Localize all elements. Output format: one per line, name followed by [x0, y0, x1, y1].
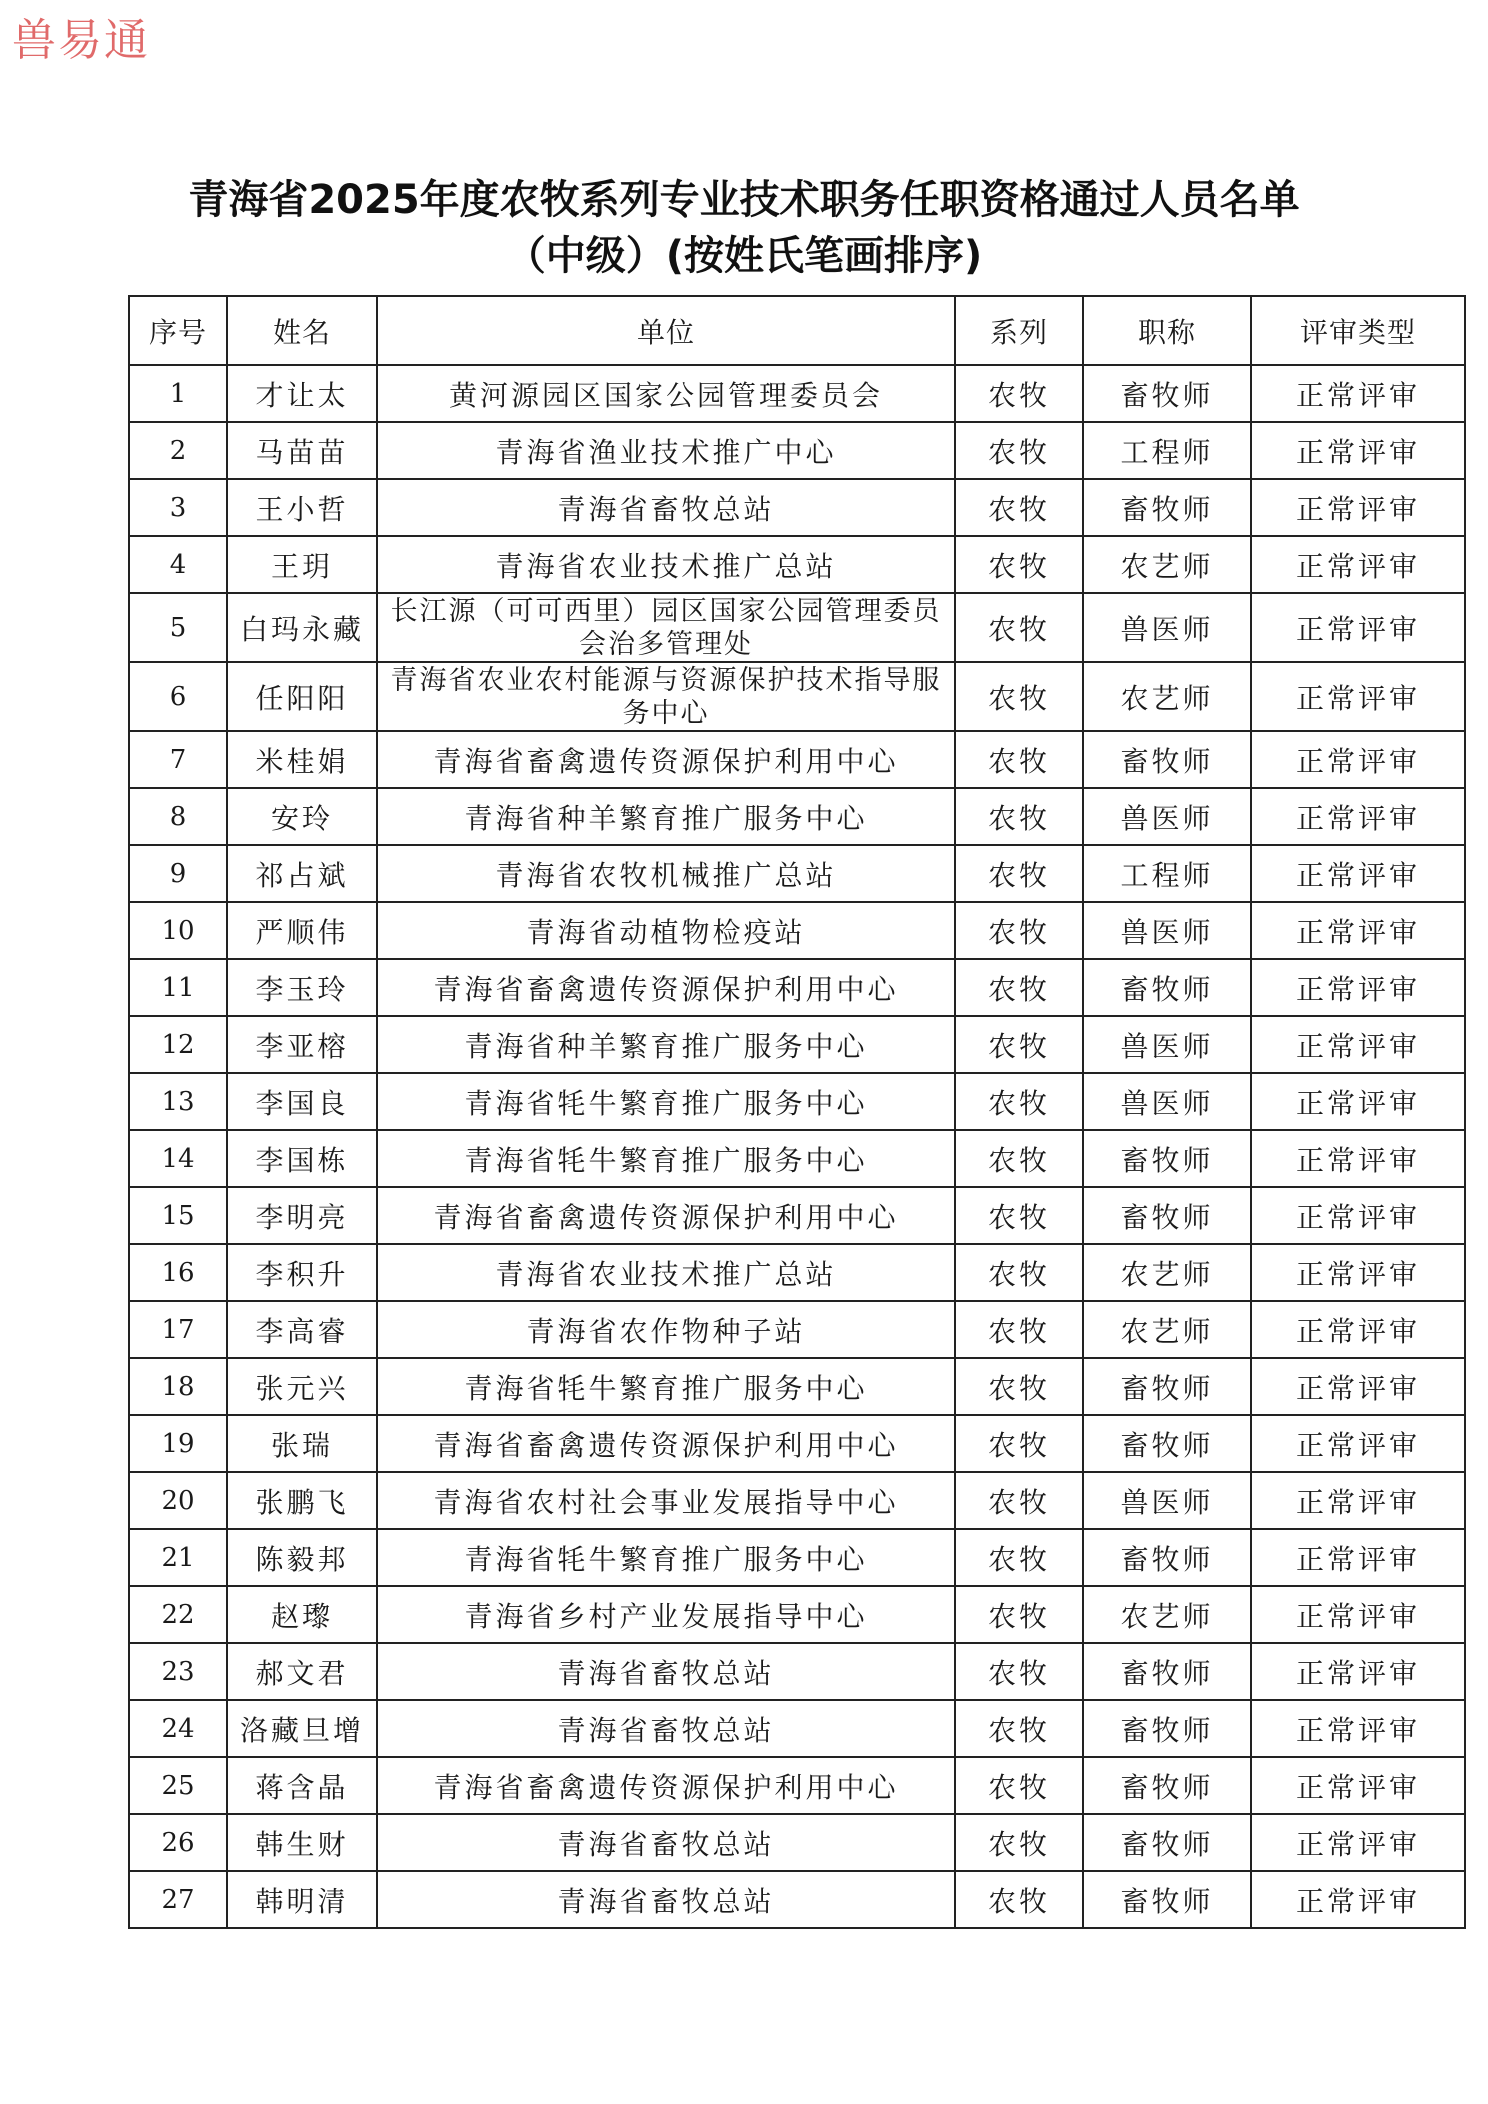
- header-name: 姓名: [227, 296, 377, 365]
- table-row: [129, 662, 1465, 731]
- cell-review-type: 正常评审: [1251, 479, 1465, 536]
- cell-title: 兽医师: [1083, 593, 1251, 662]
- cell-unit: 青海省乡村产业发展指导中心: [377, 1586, 955, 1643]
- table-row: [129, 1358, 1465, 1415]
- cell-index: 20: [129, 1472, 227, 1529]
- cell-unit: 长江源（可可西里）园区国家公园管理委员会治多管理处: [377, 593, 955, 662]
- cell-index: 14: [129, 1130, 227, 1187]
- cell-review-type: 正常评审: [1251, 845, 1465, 902]
- cell-index: 15: [129, 1187, 227, 1244]
- cell-review-type: 正常评审: [1251, 1472, 1465, 1529]
- cell-unit: 青海省畜禽遗传资源保护利用中心: [377, 1187, 955, 1244]
- cell-review-type: 正常评审: [1251, 788, 1465, 845]
- cell-name: 张鹏飞: [227, 1472, 377, 1529]
- cell-series: 农牧: [955, 1358, 1083, 1415]
- cell-series: 农牧: [955, 902, 1083, 959]
- cell-series: 农牧: [955, 1130, 1083, 1187]
- cell-index: 8: [129, 788, 227, 845]
- cell-title: 兽医师: [1083, 1073, 1251, 1130]
- cell-title: 农艺师: [1083, 1244, 1251, 1301]
- cell-unit: 青海省动植物检疫站: [377, 902, 955, 959]
- cell-review-type: 正常评审: [1251, 1700, 1465, 1757]
- table-row: [129, 731, 1465, 788]
- cell-name: 张元兴: [227, 1358, 377, 1415]
- cell-title: 兽医师: [1083, 902, 1251, 959]
- table-row: [129, 1871, 1465, 1928]
- cell-name: 王小哲: [227, 479, 377, 536]
- cell-name: 赵瓈: [227, 1586, 377, 1643]
- cell-name: 白玛永藏: [227, 593, 377, 662]
- cell-title: 农艺师: [1083, 536, 1251, 593]
- cell-unit: 青海省畜牧总站: [377, 479, 955, 536]
- cell-review-type: 正常评审: [1251, 1130, 1465, 1187]
- cell-index: 26: [129, 1814, 227, 1871]
- cell-name: 严顺伟: [227, 902, 377, 959]
- table-row: [129, 1073, 1465, 1130]
- cell-unit: 青海省牦牛繁育推广服务中心: [377, 1358, 955, 1415]
- cell-index: 18: [129, 1358, 227, 1415]
- header-index: 序号: [129, 296, 227, 365]
- cell-index: 3: [129, 479, 227, 536]
- cell-review-type: 正常评审: [1251, 1529, 1465, 1586]
- cell-review-type: 正常评审: [1251, 1757, 1465, 1814]
- cell-name: 蒋含晶: [227, 1757, 377, 1814]
- table-row: [129, 788, 1465, 845]
- cell-unit: 青海省牦牛繁育推广服务中心: [377, 1073, 955, 1130]
- cell-title: 畜牧师: [1083, 1187, 1251, 1244]
- cell-unit: 青海省畜禽遗传资源保护利用中心: [377, 959, 955, 1016]
- cell-unit: 青海省种羊繁育推广服务中心: [377, 788, 955, 845]
- cell-index: 10: [129, 902, 227, 959]
- cell-review-type: 正常评审: [1251, 1358, 1465, 1415]
- cell-title: 畜牧师: [1083, 1814, 1251, 1871]
- cell-review-type: 正常评审: [1251, 1643, 1465, 1700]
- document-title: [0, 172, 1488, 284]
- cell-index: 23: [129, 1643, 227, 1700]
- cell-review-type: 正常评审: [1251, 1871, 1465, 1928]
- cell-series: 农牧: [955, 1244, 1083, 1301]
- cell-review-type: 正常评审: [1251, 422, 1465, 479]
- cell-review-type: 正常评审: [1251, 1016, 1465, 1073]
- table-row: [129, 1700, 1465, 1757]
- header-series: 系列: [955, 296, 1083, 365]
- cell-title: 工程师: [1083, 845, 1251, 902]
- cell-unit: 青海省畜牧总站: [377, 1643, 955, 1700]
- cell-title: 畜牧师: [1083, 365, 1251, 422]
- cell-series: 农牧: [955, 593, 1083, 662]
- cell-title: 兽医师: [1083, 788, 1251, 845]
- cell-title: 兽医师: [1083, 1016, 1251, 1073]
- table-row: [129, 845, 1465, 902]
- cell-index: 27: [129, 1871, 227, 1928]
- cell-review-type: 正常评审: [1251, 902, 1465, 959]
- table-row: [129, 1643, 1465, 1700]
- cell-series: 农牧: [955, 1472, 1083, 1529]
- cell-name: 马苗苗: [227, 422, 377, 479]
- cell-review-type: 正常评审: [1251, 365, 1465, 422]
- cell-title: 畜牧师: [1083, 1415, 1251, 1472]
- cell-title: 畜牧师: [1083, 1700, 1251, 1757]
- cell-series: 农牧: [955, 1016, 1083, 1073]
- table-row: [129, 1529, 1465, 1586]
- cell-name: 祁占斌: [227, 845, 377, 902]
- cell-series: 农牧: [955, 365, 1083, 422]
- cell-series: 农牧: [955, 662, 1083, 731]
- cell-unit: 青海省农牧机械推广总站: [377, 845, 955, 902]
- cell-name: 才让太: [227, 365, 377, 422]
- cell-name: 李国栋: [227, 1130, 377, 1187]
- cell-series: 农牧: [955, 536, 1083, 593]
- table-row: [129, 902, 1465, 959]
- cell-index: 19: [129, 1415, 227, 1472]
- cell-title: 畜牧师: [1083, 1643, 1251, 1700]
- cell-review-type: 正常评审: [1251, 959, 1465, 1016]
- cell-series: 农牧: [955, 1301, 1083, 1358]
- cell-name: 洛藏旦增: [227, 1700, 377, 1757]
- cell-index: 2: [129, 422, 227, 479]
- table-row: [129, 1472, 1465, 1529]
- cell-review-type: 正常评审: [1251, 1586, 1465, 1643]
- table-row: [129, 536, 1465, 593]
- title-line-2: （中级）(按姓氏笔画排序): [505, 233, 983, 279]
- cell-review-type: 正常评审: [1251, 1301, 1465, 1358]
- cell-name: 陈毅邦: [227, 1529, 377, 1586]
- cell-title: 农艺师: [1083, 1586, 1251, 1643]
- cell-series: 农牧: [955, 479, 1083, 536]
- watermark-logo: 兽易通: [12, 15, 150, 66]
- cell-index: 9: [129, 845, 227, 902]
- cell-unit: 青海省畜牧总站: [377, 1700, 955, 1757]
- cell-series: 农牧: [955, 1700, 1083, 1757]
- cell-name: 李国良: [227, 1073, 377, 1130]
- table-row: [129, 479, 1465, 536]
- cell-unit: 青海省农业技术推广总站: [377, 536, 955, 593]
- cell-title: 畜牧师: [1083, 1358, 1251, 1415]
- cell-series: 农牧: [955, 422, 1083, 479]
- header-title: 职称: [1083, 296, 1251, 365]
- cell-index: 13: [129, 1073, 227, 1130]
- header-review-type: 评审类型: [1251, 296, 1465, 365]
- table-row: [129, 1244, 1465, 1301]
- cell-name: 张瑞: [227, 1415, 377, 1472]
- cell-series: 农牧: [955, 1643, 1083, 1700]
- cell-series: 农牧: [955, 1073, 1083, 1130]
- cell-unit: 青海省种羊繁育推广服务中心: [377, 1016, 955, 1073]
- cell-review-type: 正常评审: [1251, 593, 1465, 662]
- cell-review-type: 正常评审: [1251, 536, 1465, 593]
- table-row: [129, 1814, 1465, 1871]
- cell-series: 农牧: [955, 1871, 1083, 1928]
- table-row: [129, 422, 1465, 479]
- cell-name: 李玉玲: [227, 959, 377, 1016]
- cell-index: 25: [129, 1757, 227, 1814]
- cell-series: 农牧: [955, 1529, 1083, 1586]
- cell-title: 工程师: [1083, 422, 1251, 479]
- cell-index: 1: [129, 365, 227, 422]
- cell-unit: 青海省农作物种子站: [377, 1301, 955, 1358]
- cell-index: 24: [129, 1700, 227, 1757]
- cell-name: 韩生财: [227, 1814, 377, 1871]
- cell-index: 12: [129, 1016, 227, 1073]
- table-row: [129, 1586, 1465, 1643]
- cell-unit: 青海省畜牧总站: [377, 1814, 955, 1871]
- cell-review-type: 正常评审: [1251, 731, 1465, 788]
- table-row: [129, 1130, 1465, 1187]
- cell-series: 农牧: [955, 1415, 1083, 1472]
- cell-index: 7: [129, 731, 227, 788]
- cell-title: 畜牧师: [1083, 1529, 1251, 1586]
- cell-title: 畜牧师: [1083, 1871, 1251, 1928]
- cell-name: 安玲: [227, 788, 377, 845]
- table-row: [129, 1757, 1465, 1814]
- cell-name: 韩明清: [227, 1871, 377, 1928]
- title-line-1: 青海省2025年度农牧系列专业技术职务任职资格通过人员名单: [188, 177, 1300, 223]
- cell-title: 畜牧师: [1083, 959, 1251, 1016]
- cell-name: 王玥: [227, 536, 377, 593]
- cell-title: 畜牧师: [1083, 1757, 1251, 1814]
- cell-title: 畜牧师: [1083, 731, 1251, 788]
- cell-series: 农牧: [955, 1187, 1083, 1244]
- cell-name: 李积升: [227, 1244, 377, 1301]
- cell-title: 畜牧师: [1083, 1130, 1251, 1187]
- cell-index: 16: [129, 1244, 227, 1301]
- cell-index: 4: [129, 536, 227, 593]
- table-row: [129, 365, 1465, 422]
- cell-series: 农牧: [955, 1757, 1083, 1814]
- cell-unit: 青海省畜禽遗传资源保护利用中心: [377, 731, 955, 788]
- cell-unit: 青海省畜禽遗传资源保护利用中心: [377, 1757, 955, 1814]
- cell-unit: 青海省牦牛繁育推广服务中心: [377, 1130, 955, 1187]
- roster-table: [128, 295, 1466, 1929]
- cell-index: 6: [129, 662, 227, 731]
- header-unit: 单位: [377, 296, 955, 365]
- cell-review-type: 正常评审: [1251, 1073, 1465, 1130]
- cell-series: 农牧: [955, 731, 1083, 788]
- cell-review-type: 正常评审: [1251, 1814, 1465, 1871]
- cell-series: 农牧: [955, 1586, 1083, 1643]
- table-row: [129, 959, 1465, 1016]
- cell-review-type: 正常评审: [1251, 1187, 1465, 1244]
- cell-review-type: 正常评审: [1251, 1244, 1465, 1301]
- table-row: [129, 1415, 1465, 1472]
- cell-unit: 青海省农业技术推广总站: [377, 1244, 955, 1301]
- cell-unit: 青海省农村社会事业发展指导中心: [377, 1472, 955, 1529]
- cell-series: 农牧: [955, 959, 1083, 1016]
- cell-series: 农牧: [955, 845, 1083, 902]
- cell-unit: 青海省畜禽遗传资源保护利用中心: [377, 1415, 955, 1472]
- table-row: [129, 593, 1465, 662]
- cell-title: 畜牧师: [1083, 479, 1251, 536]
- cell-index: 21: [129, 1529, 227, 1586]
- cell-name: 郝文君: [227, 1643, 377, 1700]
- cell-index: 5: [129, 593, 227, 662]
- cell-review-type: 正常评审: [1251, 662, 1465, 731]
- cell-index: 11: [129, 959, 227, 1016]
- cell-name: 李高睿: [227, 1301, 377, 1358]
- cell-title: 农艺师: [1083, 1301, 1251, 1358]
- table-header-row: [129, 296, 1465, 365]
- cell-name: 李明亮: [227, 1187, 377, 1244]
- cell-index: 22: [129, 1586, 227, 1643]
- cell-name: 李亚榕: [227, 1016, 377, 1073]
- cell-unit: 青海省渔业技术推广中心: [377, 422, 955, 479]
- cell-name: 任阳阳: [227, 662, 377, 731]
- table-row: [129, 1301, 1465, 1358]
- cell-review-type: 正常评审: [1251, 1415, 1465, 1472]
- cell-series: 农牧: [955, 788, 1083, 845]
- cell-unit: 青海省农业农村能源与资源保护技术指导服务中心: [377, 662, 955, 731]
- table-row: [129, 1187, 1465, 1244]
- cell-title: 兽医师: [1083, 1472, 1251, 1529]
- table-row: [129, 1016, 1465, 1073]
- cell-unit: 黄河源园区国家公园管理委员会: [377, 365, 955, 422]
- cell-unit: 青海省牦牛繁育推广服务中心: [377, 1529, 955, 1586]
- cell-name: 米桂娟: [227, 731, 377, 788]
- cell-title: 农艺师: [1083, 662, 1251, 731]
- cell-index: 17: [129, 1301, 227, 1358]
- cell-unit: 青海省畜牧总站: [377, 1871, 955, 1928]
- cell-series: 农牧: [955, 1814, 1083, 1871]
